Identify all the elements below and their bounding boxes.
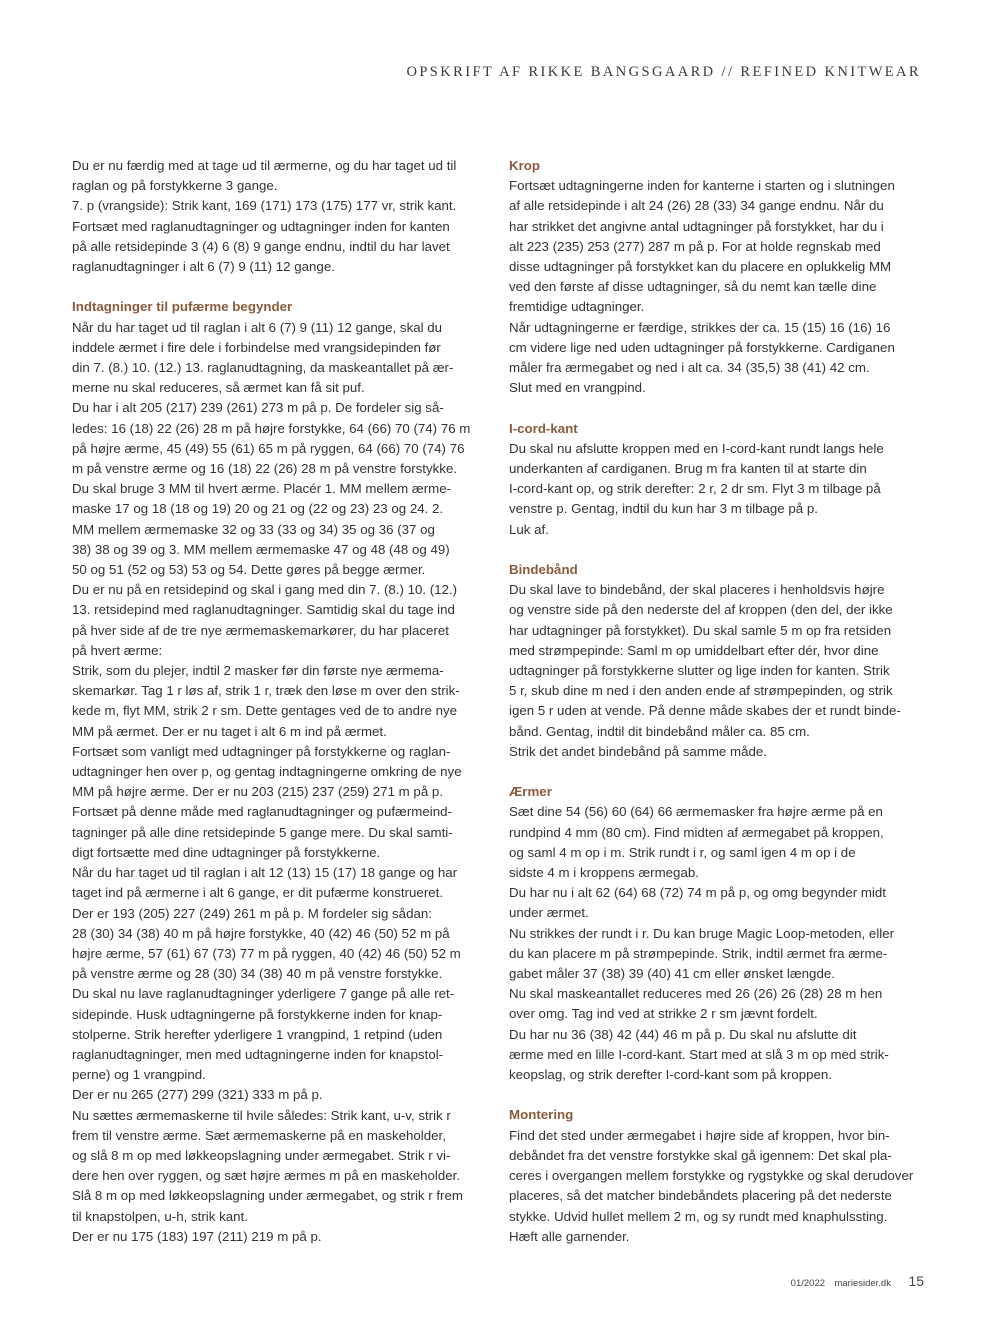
text-line: skemarkør. Tag 1 r løs af, strik 1 r, træk den løse m over den strik-: [72, 683, 460, 699]
text-line: og saml 4 m op i m. Strik rundt i r, og saml igen 4 m op i de: [509, 844, 856, 860]
text-line: dere hen over ryggen, og sæt højre ærmes m på en maskeholder.: [72, 1168, 461, 1184]
text-line: ærme med en lille I-cord-kant. Start med at slå 3 m op med strik-: [509, 1046, 889, 1062]
text-line: underkanten af cardiganen. Brug m fra kanten til at starte din: [509, 461, 867, 477]
text-line: maske 17 og 18 (18 og 19) 20 og 21 og (22 og 23) 23 og 24. 2.: [72, 501, 444, 517]
text-line: placeres, så det matcher bindebåndets placering på det nederste: [509, 1188, 892, 1204]
text-line: igen 5 r uden at vende. På denne måde skabes der et rundt binde-: [509, 703, 901, 719]
text-line: Nu skal maskeantallet reduceres med 26 (26) 26 (28) 28 m hen: [509, 986, 883, 1002]
text-line: Luk af.: [509, 521, 549, 537]
text-line: Find det sted under ærmegabet i højre side af kroppen, hvor bin-: [509, 1127, 890, 1143]
text-line: på hver side af de tre nye ærmemaskemarkører, du har placeret: [72, 622, 449, 638]
text-line: merne nu skal reduceres, så ærmet kan få sit puf.: [72, 380, 365, 396]
text-line: Sæt dine 54 (56) 60 (64) 66 ærmemasker fra højre ærme på en: [509, 804, 883, 820]
text-line: alt 223 (235) 253 (277) 287 m på p. For at holde regnskab med: [509, 238, 881, 254]
text-line: Fortsæt med raglanudtagninger og udtagninger inden for kanten: [72, 218, 450, 234]
text-line: Strik, som du plejer, indtil 2 masker før din første nye ærmema-: [72, 663, 444, 679]
page-header: OPSKRIFT AF RIKKE BANGSGAARD // REFINED KNITWEAR: [406, 64, 921, 80]
text-line: Hæft alle garnender.: [509, 1228, 630, 1244]
text-line: ledes: 16 (18) 22 (26) 28 m på højre forstykke, 64 (66) 70 (74) 76 m: [72, 420, 471, 436]
text-line: Du har i alt 205 (217) 239 (261) 273 m på p. De fordeler sig så-: [72, 400, 444, 416]
text-line: sidste 4 m i kroppens ærmegab.: [509, 865, 699, 881]
text-line: MM på højre ærme. Der er nu 203 (215) 237 (259) 271 m på p.: [72, 784, 444, 800]
text-line: tagninger på alle dine retsidepinde 5 gange mere. Du skal samti-: [72, 824, 453, 840]
text-line: under ærmet.: [509, 905, 589, 921]
text-line: m på venstre ærme og 16 (18) 22 (26) 28 m på venstre forstykke.: [72, 461, 458, 477]
text-line: 7. p (vrangside): Strik kant, 169 (171) 173 (175) 177 vr, strik kant.: [72, 198, 457, 214]
text-line: perne) og 1 vrangpind.: [72, 1067, 206, 1083]
text-line: MM på ærmet. Der er nu taget i alt 6 m ind på ærmet.: [72, 723, 387, 739]
text-line: venstre p. Gentag, indtil du kun har 3 m tilbage på p.: [509, 501, 818, 517]
text-line: fremtidige udtagninger.: [509, 299, 645, 315]
page-footer: [791, 1273, 924, 1291]
text-line: Du har nu i alt 62 (64) 68 (72) 74 m på p, og omg begynder midt: [509, 885, 886, 901]
section-heading: Bindebånd: [509, 562, 578, 578]
text-line: på hvert ærme:: [72, 642, 163, 658]
text-line: 13. retsidepind med raglanudtagninger. Samtidig skal du tage ind: [72, 602, 455, 618]
text-line: du kan placere m på strømpepinde. Strik, indtil ærmet fra ærme-: [509, 945, 888, 961]
text-line: udtagninger hen over p, og gentag indtagningerne omkring de nye: [72, 764, 462, 780]
text-line: 28 (30) 34 (38) 40 m på højre forstykke, 40 (42) 46 (50) 52 m på: [72, 925, 450, 941]
text-line: bånd. Gentag, indtil dit bindebånd måler ca. 85 cm.: [509, 723, 810, 739]
section-gap: [72, 277, 492, 297]
issue-label: 01/2022: [790, 1278, 826, 1289]
text-line: raglanudtagninger i alt 6 (7) 9 (11) 12 gange.: [72, 259, 335, 275]
text-line: Nu strikkes der rundt i r. Du kan bruge Magic Loop-metoden, eller: [509, 925, 895, 941]
text-line: 38) 38 og 39 og 3. MM mellem ærmemaske 47 og 48 (48 og 49): [72, 541, 450, 557]
text-line: I-cord-kant op, og strik derefter: 2 r, 2 dr sm. Flyt 3 m tilbage på: [509, 481, 881, 497]
text-line: MM mellem ærmemaske 32 og 33 (33 og 34) 35 og 36 (37 og: [72, 521, 435, 537]
text-line: på venstre ærme og 28 (30) 34 (38) 40 m på venstre forstykke.: [72, 966, 443, 982]
text-line: stykke. Udvid hullet mellem 2 m, og sy rundt med knaphulssting.: [509, 1208, 888, 1224]
text-line: raglanudtagninger, men med udtagningerne inden for knapstol-: [72, 1046, 444, 1062]
text-line: Du skal nu lave raglanudtagninger yderligere 7 gange på alle ret-: [72, 986, 455, 1002]
text-line: sidepinde. Husk udtagningerne på forstykkerne inden for knap-: [72, 1006, 443, 1022]
text-line: Fortsæt på denne måde med raglanudtagninger og pufærmeind-: [72, 804, 452, 820]
text-line: frem til venstre ærme. Sæt ærmemaskerne på en maskeholder,: [72, 1127, 446, 1143]
text-line: ceres i overgangen mellem forstykke og rygstykke og skal derudover: [509, 1168, 914, 1184]
left-column: [72, 156, 492, 1247]
text-line: kede m, flyt MM, strik 2 r sm. Dette gentages ved de to andre nye: [72, 703, 458, 719]
text-line: Du skal nu afslutte kroppen med en I-cord-kant rundt langs hele: [509, 440, 884, 456]
text-line: på alle retsidepinde 3 (4) 6 (8) 9 gange endnu, indtil du har lavet: [72, 238, 450, 254]
page-number: 15: [908, 1273, 924, 1289]
text-line: cm videre lige ned uden udtagninger på forstykkerne. Cardiganen: [509, 339, 895, 355]
text-line: Der er nu 175 (183) 197 (211) 219 m på p.: [72, 1228, 322, 1244]
text-line: over omg. Tag ind ved at strikke 2 r sm jævnt fordelt.: [509, 1006, 818, 1022]
section-heading: Krop: [509, 158, 541, 173]
text-line: ved den første af disse udtagninger, så du nemt kan tælle dine: [509, 279, 877, 295]
right-column: [509, 156, 929, 1247]
section-gap: [509, 540, 929, 560]
text-line: 50 og 51 (52 og 53) 53 og 54. Dette gøres på begge ærmer.: [72, 562, 426, 578]
text-line: Når du har taget ud til raglan i alt 6 (7) 9 (11) 12 gange, skal du: [72, 319, 443, 335]
text-line: Fortsæt udtagningerne inden for kanterne i starten og i slutningen: [509, 178, 895, 194]
text-line: på højre ærme, 45 (49) 55 (61) 65 m på ryggen, 64 (66) 70 (74) 76: [72, 440, 465, 456]
site-label: mariesider.dk: [834, 1278, 891, 1289]
text-line: taget ind på ærmerne i alt 6 gange, er dit pufærme konstrueret.: [72, 885, 444, 901]
text-line: gabet måler 37 (38) 39 (40) 41 cm eller ønsket længde.: [509, 966, 835, 982]
section-heading: Indtagninger til pufærme begynder: [72, 299, 293, 315]
text-line: Du er nu færdig med at tage ud til ærmerne, og du har taget ud til: [72, 158, 457, 173]
text-line: debåndet fra det venstre forstykke skal gå igennem: Det skal pla-: [509, 1147, 892, 1163]
text-line: og venstre side på den nederste del af kroppen (den del, der ikke: [509, 602, 893, 618]
text-line: med strømpepinde: Saml m op umiddelbart efter dér, hvor dine: [509, 642, 879, 658]
text-line: din 7. (8.) 10. (12.) 13. raglanudtagning, da maskeantallet på ær-: [72, 360, 454, 376]
text-line: Strik det andet bindebånd på samme måde.: [509, 743, 767, 759]
text-line: inddele ærmet i fire dele i forbindelse med vrangsidepinden før: [72, 339, 441, 355]
text-line: Nu sættes ærmemaskerne til hvile således: Strik kant, u-v, strik r: [72, 1107, 451, 1123]
section-gap: [509, 398, 929, 418]
section-gap: [509, 762, 929, 782]
text-line: rundpind 4 mm (80 cm). Find midten af ærmegabet på kroppen,: [509, 824, 884, 840]
text-line: måler fra ærmegabet og ned i alt ca. 34 (35,5) 38 (41) 42 cm.: [509, 360, 870, 376]
text-line: har udtagninger på forstykket). Du skal samle 5 m op fra retsiden: [509, 622, 892, 638]
text-line: disse udtagninger på forstykket kan du placere en oplukkelig MM: [509, 259, 892, 275]
text-line: Fortsæt som vanligt med udtagninger på forstykkerne og raglan-: [72, 743, 451, 759]
text-line: Slå 8 m op med løkkeopslagning under ærmegabet, og strik r frem: [72, 1188, 463, 1204]
text-line: Der er 193 (205) 227 (249) 261 m på p. M fordeler sig sådan:: [72, 905, 432, 921]
text-line: højre ærme, 57 (61) 67 (73) 77 m på ryggen, 40 (42) 46 (50) 52 m: [72, 945, 461, 961]
text-line: Du skal bruge 3 MM til hvert ærme. Placér 1. MM mellem ærme-: [72, 481, 452, 497]
text-line: Når udtagningerne er færdige, strikkes der ca. 15 (15) 16 (16) 16: [509, 319, 891, 335]
text-line: Du skal lave to bindebånd, der skal placeres i henholdsvis højre: [509, 582, 885, 598]
text-line: Du er nu på en retsidepind og skal i gang med din 7. (8.) 10. (12.): [72, 582, 458, 598]
text-line: til knapstolpen, u-h, strik kant.: [72, 1208, 248, 1224]
text-line: af alle retsidepinde i alt 24 (26) 28 (33) 34 gange endnu. Når du: [509, 198, 884, 214]
text-line: Slut med en vrangpind.: [509, 380, 646, 396]
text-line: udtagninger på forstykkerne slutter og lige inden for kanten. Strik: [509, 663, 890, 679]
section-gap: [509, 1085, 929, 1105]
text-line: Du har nu 36 (38) 42 (44) 46 m på p. Du skal nu afslutte dit: [509, 1026, 857, 1042]
text-line: raglan og på forstykkerne 3 gange.: [72, 178, 278, 194]
text-line: 5 r, skub dine m ned i den anden ende af strømpepinden, og strik: [509, 683, 893, 699]
text-line: digt fortsætte med dine udtagninger på forstykkerne.: [72, 844, 381, 860]
text-line: keopslag, og strik derefter I-cord-kant som på kroppen.: [509, 1067, 832, 1083]
section-heading: Montering: [509, 1107, 574, 1123]
section-heading: I-cord-kant: [509, 420, 578, 436]
text-line: Der er nu 265 (277) 299 (321) 333 m på p.: [72, 1087, 323, 1103]
text-line: og slå 8 m op med løkkeopslagning under ærmegabet. Strik r vi-: [72, 1147, 451, 1163]
section-heading: Ærmer: [509, 784, 552, 800]
text-line: Når du har taget ud til raglan i alt 12 (13) 15 (17) 18 gange og har: [72, 865, 458, 881]
text-line: stolperne. Strik herefter yderligere 1 vrangpind, 1 retpind (uden: [72, 1026, 443, 1042]
text-line: har strikket det angivne antal udtagninger på forstykket, har du i: [509, 218, 884, 234]
